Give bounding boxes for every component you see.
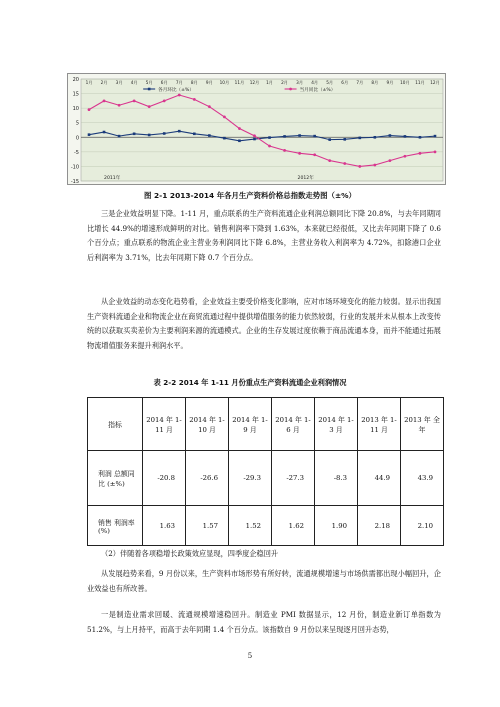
data-point	[298, 134, 301, 137]
data-point	[208, 105, 211, 108]
y-tick-label: -10	[70, 164, 79, 171]
table-cell: -29.3	[229, 451, 272, 506]
data-point	[238, 127, 241, 130]
table-row	[88, 451, 444, 506]
table-header-cell: 2014 年 1-11 月	[143, 398, 186, 451]
data-point	[163, 132, 166, 135]
x-tick-label: 5月	[145, 80, 153, 85]
legend-label: 当月同比（±%）	[299, 88, 336, 93]
data-point	[358, 137, 361, 140]
table-cell: -27.3	[272, 451, 315, 506]
data-point	[208, 134, 211, 137]
data-point	[373, 164, 376, 167]
year-label: 2011年	[104, 176, 121, 181]
table-cell: 1.52	[229, 506, 272, 546]
x-tick-label: 3月	[296, 80, 304, 85]
paragraph-market-improving: 从发展趋势来看，9 月份以来，生产资料市场形势有所好转，流通规模增速与市场供需都出现小幅回升，企业效益也有所改善。	[87, 569, 441, 593]
x-tick-label: 6月	[160, 80, 168, 85]
x-tick-label: 4月	[311, 80, 319, 85]
paragraph-manufacturing-demand: 一是制造业需求回暖、流通规模增速稳回升。制造业 PMI 数据显示，12 月份，制造业新订单指数为 51.2%，与上月持平，而高于去年同期 1.4 个百分点。该指数自 9 月份以来呈现逐月回升态势，	[87, 610, 441, 634]
x-tick-label: 12月	[430, 80, 440, 85]
x-tick-label: 7月	[356, 80, 364, 85]
table-caption: 表 2-2 2014 年 1-11 月份重点生产资料流通企业利润情况	[153, 378, 347, 387]
table-cell: 1.62	[272, 506, 315, 546]
y-tick-label: 0	[75, 135, 79, 142]
year-label: 2012年	[297, 176, 314, 181]
table-cell: 2.10	[401, 506, 444, 546]
sub-heading: （2）伴随着各项稳增长政策效应显现，四季度企稳回升	[101, 549, 279, 558]
x-tick-label: 6月	[341, 80, 349, 85]
y-tick-label: 15	[72, 91, 79, 98]
data-point	[283, 135, 286, 138]
x-tick-label: 3月	[115, 80, 123, 85]
row-label: 销售 利润率(%)	[88, 506, 143, 546]
row-label: 利润 总额同比 (±%)	[88, 451, 143, 506]
y-tick-label: -5	[74, 149, 79, 156]
profit-table	[87, 397, 444, 546]
x-tick-label: 8月	[190, 80, 198, 85]
table-cell: 43.9	[401, 451, 444, 506]
x-tick-label: 10月	[219, 80, 230, 85]
x-tick-label: 5月	[326, 80, 334, 85]
x-tick-label: 7月	[175, 80, 183, 85]
data-point	[148, 134, 151, 137]
data-point	[103, 99, 106, 102]
table-header-cell: 2014 年 1-9 月	[229, 398, 272, 451]
y-tick-label: 20	[72, 77, 79, 83]
data-point	[133, 132, 136, 135]
x-tick-label: 9月	[386, 80, 394, 85]
x-tick-label: 8月	[371, 80, 379, 85]
x-tick-label: 2月	[281, 80, 288, 85]
legend-marker	[289, 88, 292, 91]
legend-label: 各月环比（±%）	[158, 88, 194, 93]
data-point	[223, 137, 226, 140]
table-row	[88, 506, 444, 546]
chart-svg	[67, 73, 446, 185]
data-point	[298, 152, 301, 155]
legend-marker	[148, 88, 151, 91]
data-point	[434, 150, 437, 153]
data-point	[328, 138, 331, 141]
data-point	[343, 162, 346, 165]
data-point	[434, 135, 437, 138]
table-header-cell: 2013 年 1-11 月	[358, 398, 401, 451]
x-tick-label: 11月	[234, 80, 245, 85]
plot-area	[81, 79, 443, 181]
data-point	[238, 139, 241, 142]
table-cell: -8.3	[315, 451, 358, 506]
table-header-cell: 2014 年 1-6 月	[272, 398, 315, 451]
data-point	[358, 165, 361, 168]
data-point	[389, 134, 392, 137]
paragraph-profit-decline: 三是企业效益明显下降。1-11 月，重点联系的生产资料流通企业利润总额同比下降 20.8%，与去年同期同比增长 44.9%的增速形成鲜明的对比。销售利润率下降到 1.63%，本来就已经很低，又比去年同期下降了 0.6 个百分点；重点联系的物流企业主营业务利润同比下降 6.8%，主营业务收入利润率为 4.72%，扣除港口企业后利润率为 3.71%，比去年同期下降 0.7 个百分点。	[87, 209, 441, 262]
table-header-row	[88, 398, 444, 451]
x-tick-label: 2月	[100, 80, 108, 85]
table-header-cell: 2013 年 全年	[401, 398, 444, 451]
data-point	[404, 155, 407, 158]
data-point	[313, 153, 316, 156]
x-tick-label: 12月	[249, 80, 260, 85]
figure-caption: 图 2-1 2013-2014 年各月生产资料价格总指数走势图（±%）	[144, 191, 356, 200]
x-tick-label: 11月	[415, 80, 425, 85]
table-cell: 1.63	[143, 506, 186, 546]
data-point	[419, 152, 422, 155]
page-number: 5	[247, 652, 253, 660]
data-point	[328, 159, 331, 162]
data-point	[193, 98, 196, 101]
x-tick-label: 4月	[130, 80, 138, 85]
data-point	[404, 135, 407, 138]
y-tick-label: -15	[70, 179, 79, 185]
data-point	[118, 135, 121, 138]
data-point	[88, 133, 91, 136]
table-cell: 1.90	[315, 506, 358, 546]
table-cell: 2.18	[358, 506, 401, 546]
x-tick-label: 9月	[205, 80, 213, 85]
data-point	[118, 104, 121, 107]
x-tick-label: 1月	[85, 80, 93, 85]
data-point	[88, 108, 91, 111]
paragraph-trend-analysis: 从企业效益的动态变化趋势看，企业效益主要受价格变化影响，应对市场环境变化的能力较弱。显示出我国生产资料流通企业和物流企业在商贸流通过程中提供增值服务的能力依然较弱，行业的发展并未从根本上改变传统的以获取买卖差价为主要利润来源的流通模式。企业的生存发展过度依赖于商品流通本身，而并不能通过拓展物流增值服务来提升利润水平。	[87, 297, 441, 350]
price-index-chart	[67, 73, 446, 185]
data-point	[178, 130, 181, 133]
table-cell: -26.6	[186, 451, 229, 506]
y-tick-label: 10	[72, 106, 79, 113]
table-header-cell: 指标	[88, 398, 143, 451]
data-point	[268, 136, 271, 139]
data-point	[223, 115, 226, 118]
table-cell: 1.57	[186, 506, 229, 546]
data-point	[253, 138, 256, 141]
data-point	[103, 131, 106, 134]
table-cell: -20.8	[143, 451, 186, 506]
x-tick-label: 1月	[266, 80, 273, 85]
data-point	[374, 136, 377, 139]
table-header-cell: 2014 年 1-10 月	[186, 398, 229, 451]
data-point	[283, 149, 286, 152]
data-point	[268, 145, 271, 148]
data-point	[133, 99, 136, 102]
data-point	[163, 99, 166, 102]
data-point	[419, 136, 422, 139]
y-tick-label: 5	[75, 120, 79, 127]
data-point	[178, 94, 181, 97]
data-point	[388, 159, 391, 162]
data-point	[313, 135, 316, 138]
data-point	[148, 105, 151, 108]
table-header-cell: 2014 年 1-3 月	[315, 398, 358, 451]
data-point	[193, 132, 196, 135]
x-tick-label: 10月	[400, 80, 410, 85]
data-point	[253, 134, 256, 137]
data-point	[343, 138, 346, 141]
table-cell: 44.9	[358, 451, 401, 506]
